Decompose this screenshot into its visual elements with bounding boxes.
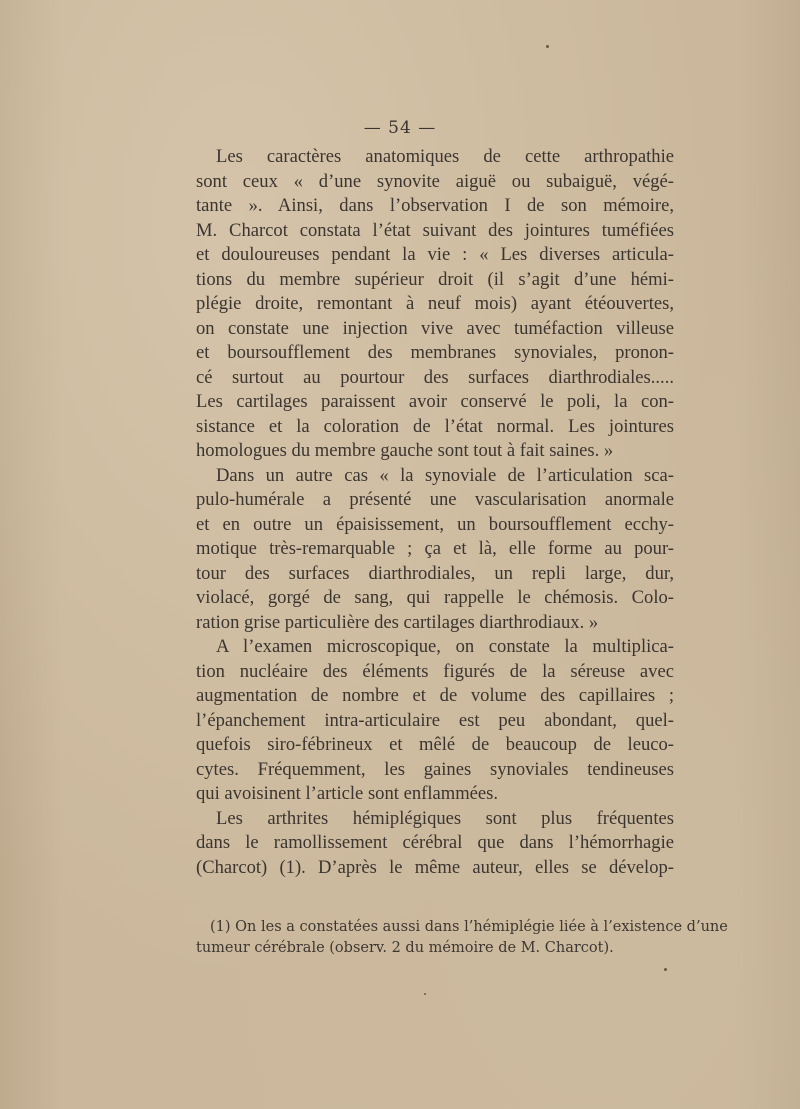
- text-line: plégie droite, remontant à neuf mois) ayant étéouvertes,: [196, 293, 674, 314]
- text-line: (Charcot) (1). D’après le même auteur, elles se dévelop-: [196, 856, 674, 878]
- text-line: tour des surfaces diarthrodiales, un repli large, dur,: [196, 562, 674, 584]
- text-line: M. Charcot constata l’état suivant des jointures tuméfiées: [196, 219, 674, 241]
- text-line: ration grise particulière des cartilages diarthrodiaux. »: [196, 611, 599, 633]
- text-line: pulo-humérale a présenté une vascularisation anormale: [196, 489, 674, 510]
- footnote: [196, 917, 728, 959]
- text-line: tions du membre supérieur droit (il s’agit d’une hémi-: [196, 268, 674, 290]
- text-line: cytes. Fréquemment, les gaines synoviales tendineuses: [196, 758, 674, 780]
- text-line: Dans un autre cas « la synoviale de l’articulation sca-: [216, 464, 674, 486]
- text-line: quefois siro-fébrineux et mêlé de beaucoup de leuco-: [196, 734, 674, 755]
- text-line: Les arthrites hémiplégiques sont plus fréquentes: [216, 807, 674, 829]
- text-line: motique très-remarquable ; ça et là, elle forme au pour-: [196, 538, 674, 559]
- text-line: l’épanchement intra-articulaire est peu abondant, quel-: [196, 709, 674, 731]
- text-line: et douloureuses pendant la vie : « Les diverses articula-: [196, 244, 674, 265]
- text-line: qui avoisinent l’article sont enflammées.: [196, 783, 499, 804]
- text-line: augmentation de nombre et de volume des capillaires ;: [196, 685, 674, 706]
- text-line: tion nucléaire des éléments figurés de la séreuse avec: [196, 660, 674, 682]
- body-text: [196, 145, 674, 880]
- text-line: homologues du membre gauche sont tout à fait saines. »: [196, 440, 614, 461]
- text-line: cé surtout au pourtour des surfaces diarthrodiales.....: [196, 366, 674, 388]
- text-line: et boursoufflement des membranes synoviales, pronon-: [196, 342, 674, 363]
- paper-speck: [424, 993, 426, 995]
- text-line: A l’examen microscopique, on constate la multiplica-: [216, 636, 674, 657]
- text-line: dans le ramollissement cérébral que dans l’hémorrhagie: [196, 832, 674, 853]
- text-line: et en outre un épaisissement, un boursoufflement ecchy-: [196, 513, 674, 535]
- text-line: on constate une injection vive avec tuméfaction villeuse: [196, 317, 674, 339]
- text-line: violacé, gorgé de sang, qui rappelle le chémosis. Colo-: [196, 587, 674, 608]
- text-line: sistance et la coloration de l’état normal. Les jointures: [196, 415, 674, 437]
- text-line: Les caractères anatomiques de cette arthropathie: [216, 146, 674, 167]
- text-line: sont ceux « d’une synovite aiguë ou subaiguë, végé-: [196, 170, 674, 192]
- paper-speck: [546, 45, 549, 48]
- paper-speck: [664, 968, 667, 971]
- footnote-line: tumeur cérébrale (observ. 2 du mémoire de M. Charcot).: [196, 940, 614, 956]
- page-number: — 54 —: [363, 118, 437, 138]
- text-line: Les cartilages paraissent avoir conservé le poli, la con-: [196, 391, 674, 412]
- footnote-line: (1) On les a constatées aussi dans l’hémiplégie liée à l’existence d’une: [210, 919, 728, 935]
- text-line: tante ». Ainsi, dans l’observation I de son mémoire,: [196, 195, 674, 216]
